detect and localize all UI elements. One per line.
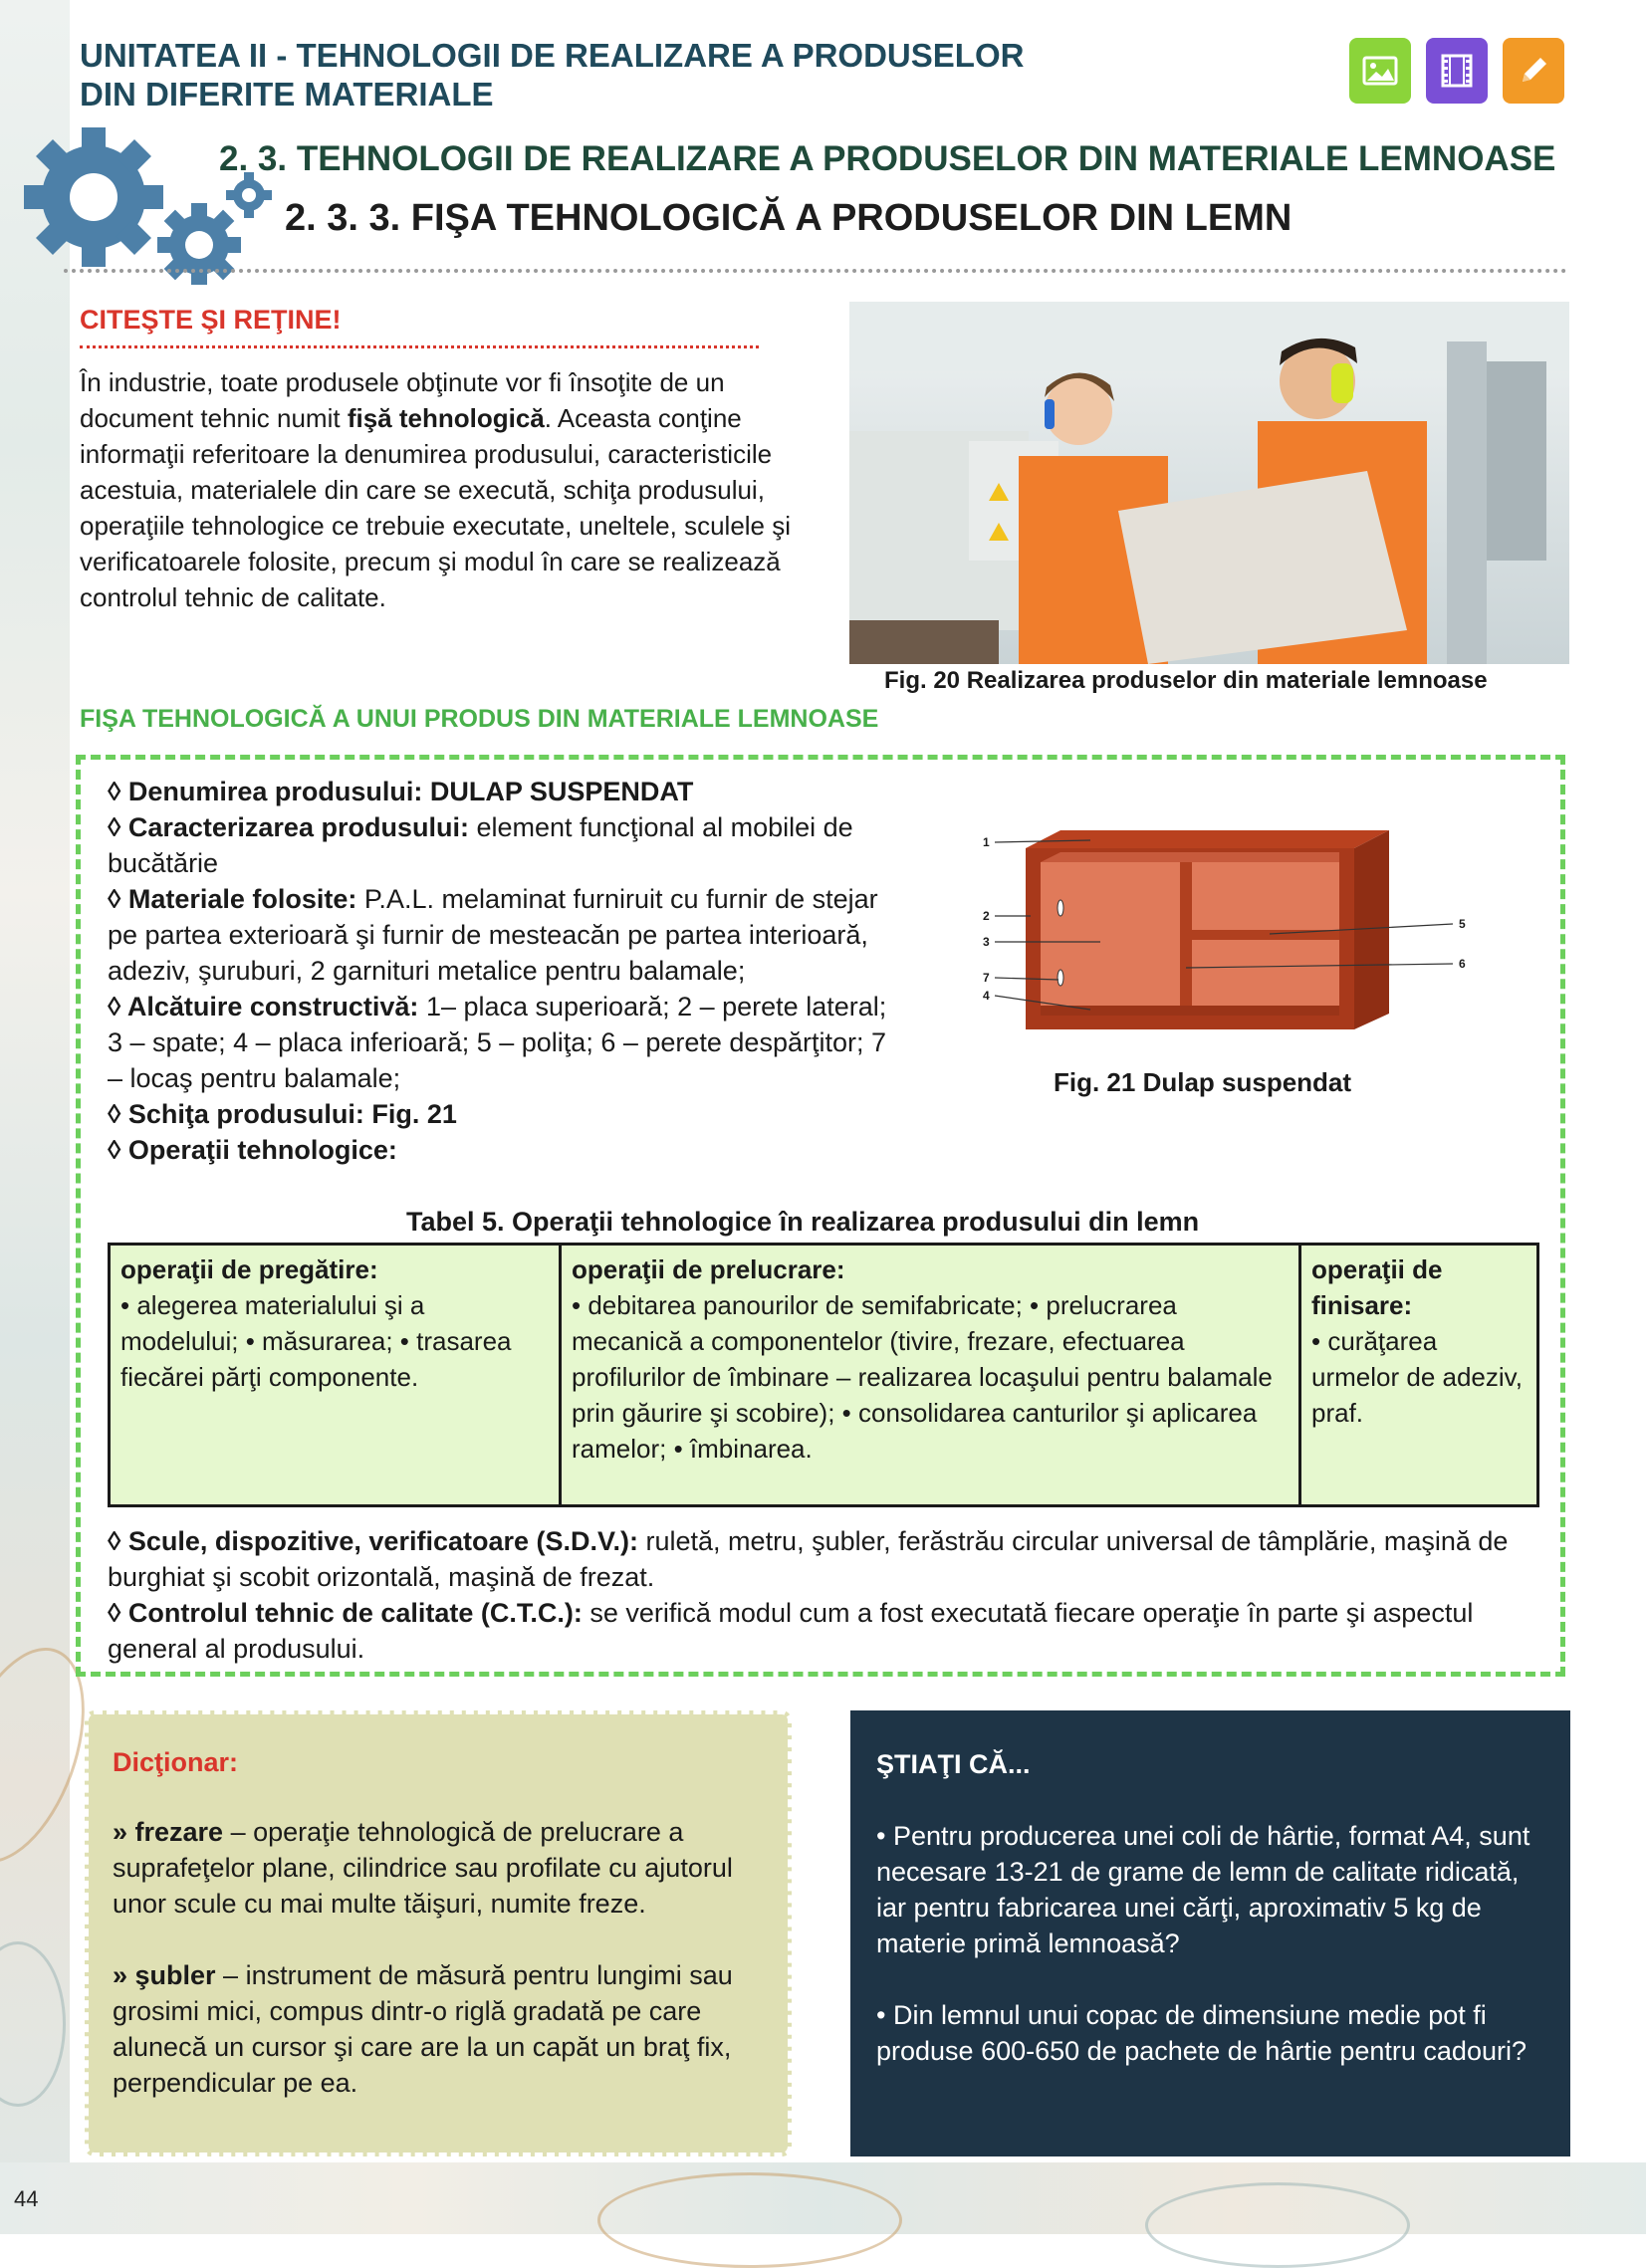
dictionary-title: Dicţionar: [113, 1747, 239, 1777]
product-structure: ◊ Alcătuire constructivă: 1– placa superioară; 2 – perete lateral; 3 – spate; 4 – placa inferioară; 5 – poliţa; 6 – perete despărţitor; 7 – locaş pentru balamale; [108, 992, 887, 1093]
table-items-processing: • debitarea panourilor de semifabricate; • prelucrarea mecanică a componentelor (tivire, frezare, efectuarea profilurilor de îmbinare – realizarea locaşului pentru balamale prin găurire şi scobire); • consolidarea canturilor şi aplicarea ramelor; • îmbinarea. [572, 1290, 1273, 1464]
dictionary-entry-frezare: » frezare – operaţie tehnologică de prelucrare a suprafeţelor plane, cilindrice sau profilate cu ajutorul unor scule cu mai multe tăişuri, numite freze. [113, 1817, 733, 1919]
intro-paragraph: În industrie, toate produsele obţinute vor fi însoţite de un document tehnic numit fişă tehnologică. Aceasta conţine informaţii referitoare la denumirea produsului, caracteristicile acestuia, materialele din care se execută, schiţa produsului, operaţiile tehnologice ce trebuie executate, uneltele, sculele şi verificatoarele folosite, precum şi modul în care se realizează controlul tehnic de calitate. [80, 367, 792, 612]
subsection-title: 2. 3. 3. FIŞA TEHNOLOGICĂ A PRODUSELOR DIN LEMN [285, 197, 1293, 239]
did-you-know-fact-1: • Pentru producerea unei coli de hârtie, format A4, sunt necesare 13-21 de grame de lemn de calitate ridicată, iar pentru fabricarea unei cărţi, aproximativ 5 kg de materie primă lemnoasă? [876, 1821, 1530, 1958]
did-you-know-fact-2: • Din lemnul unui copac de dimensiune medie pot fi produse 600-650 de pachete de hârtie pentru cadouri? [876, 2000, 1527, 2066]
product-materials: ◊ Materiale folosite: P.A.L. melaminat furniruit cu furnir de stejar pe partea exterioară şi furnir de mesteacăn pe partea interioară, adeziv, şuruburi, 2 garnituri metalice pentru balamale; [108, 884, 878, 986]
cabinet-label-5: 5 [1459, 917, 1466, 931]
cabinet-label-3: 3 [983, 935, 990, 949]
product-operations-label: ◊ Operaţii tehnologice: [108, 1135, 397, 1165]
image-icon[interactable] [1349, 38, 1411, 104]
dictionary-entry-subler: » şubler – instrument de măsură pentru lungimi sau grosimi mici, compus dintr-o riglă gradată pe care alunecă un cursor şi care are la un capăt un braţ fix, perpendicular pe ea. [113, 1960, 733, 2098]
marble-background-bottom [0, 2162, 1646, 2234]
table-cell-processing [561, 1245, 1300, 1506]
ctc-line: ◊ Controlul tehnic de calitate (C.T.C.): se verifică modul cum a fost executată fiecare operaţie în parte şi aspectul general al produsului. [108, 1598, 1474, 1664]
film-icon[interactable] [1426, 38, 1488, 104]
table-header-preparation: operaţii de pregătire: [120, 1254, 378, 1284]
product-sketch-ref: ◊ Schiţa produsului: Fig. 21 [108, 1099, 457, 1129]
fisa-title: FIŞA TEHNOLOGICĂ A UNUI PRODUS DIN MATERIALE LEMNOASE [80, 705, 879, 733]
tools-and-quality [108, 1523, 1556, 1667]
cabinet-diagram [971, 818, 1509, 1052]
table-header-finishing: operaţii de finisare: [1311, 1254, 1443, 1320]
cabinet-label-2: 2 [983, 909, 990, 923]
product-name: ◊ Denumirea produsului: DULAP SUSPENDAT [108, 777, 694, 806]
cabinet-label-4: 4 [983, 989, 990, 1003]
table-items-finishing: • curăţarea urmelor de adeziv, praf. [1311, 1326, 1523, 1428]
table-row [110, 1245, 1538, 1506]
table-cell-preparation [110, 1245, 561, 1506]
product-characterization: ◊ Caracterizarea produsului: element funcţional al mobilei de bucătărie [108, 812, 853, 878]
header-divider [64, 269, 1567, 273]
table-caption: Tabel 5. Operaţii tehnologice în realizarea produsului din lemn [406, 1207, 1200, 1237]
pencil-icon[interactable] [1503, 38, 1564, 104]
workers-photo [849, 302, 1569, 664]
cabinet-label-6: 6 [1459, 957, 1466, 971]
marble-background-left [0, 0, 70, 2234]
did-you-know-box [850, 1710, 1570, 2156]
cabinet-label-7: 7 [983, 971, 990, 985]
table-cell-finishing [1300, 1245, 1538, 1506]
table-header-processing: operaţii de prelucrare: [572, 1254, 845, 1284]
sdv-line: ◊ Scule, dispozitive, verificatoare (S.D.V.): ruletă, metru, şubler, ferăstrău circular universal de tâmplărie, maşină de burghiat şi scobit orizontală, maşină de frezat. [108, 1526, 1509, 1592]
page-number: 44 [14, 2186, 39, 2211]
section-title: 2. 3. TEHNOLOGII DE REALIZARE A PRODUSELOR DIN MATERIALE LEMNOASE [219, 139, 1556, 178]
fig20-caption: Fig. 20 Realizarea produselor din materiale lemnoase [884, 667, 1488, 694]
cabinet-label-1: 1 [983, 835, 990, 849]
read-remember-divider [80, 345, 759, 348]
table-items-preparation: • alegerea materialului şi a modelului; • măsurarea; • trasarea fiecărei părţi componente. [120, 1290, 512, 1392]
media-icons [1349, 38, 1564, 104]
unit-title: UNITATEA II - TEHNOLOGII DE REALIZARE A PRODUSELOR DIN DIFERITE MATERIALE [80, 37, 1025, 113]
read-remember-label: CITEŞTE ŞI REŢINE! [80, 305, 342, 335]
fig21-caption: Fig. 21 Dulap suspendat [1054, 1067, 1352, 1097]
fisa-details [108, 774, 904, 1168]
dictionary-box [85, 1710, 792, 2156]
operations-table [108, 1243, 1539, 1507]
did-you-know-title: ŞTIAŢI CĂ... [876, 1749, 1031, 1779]
